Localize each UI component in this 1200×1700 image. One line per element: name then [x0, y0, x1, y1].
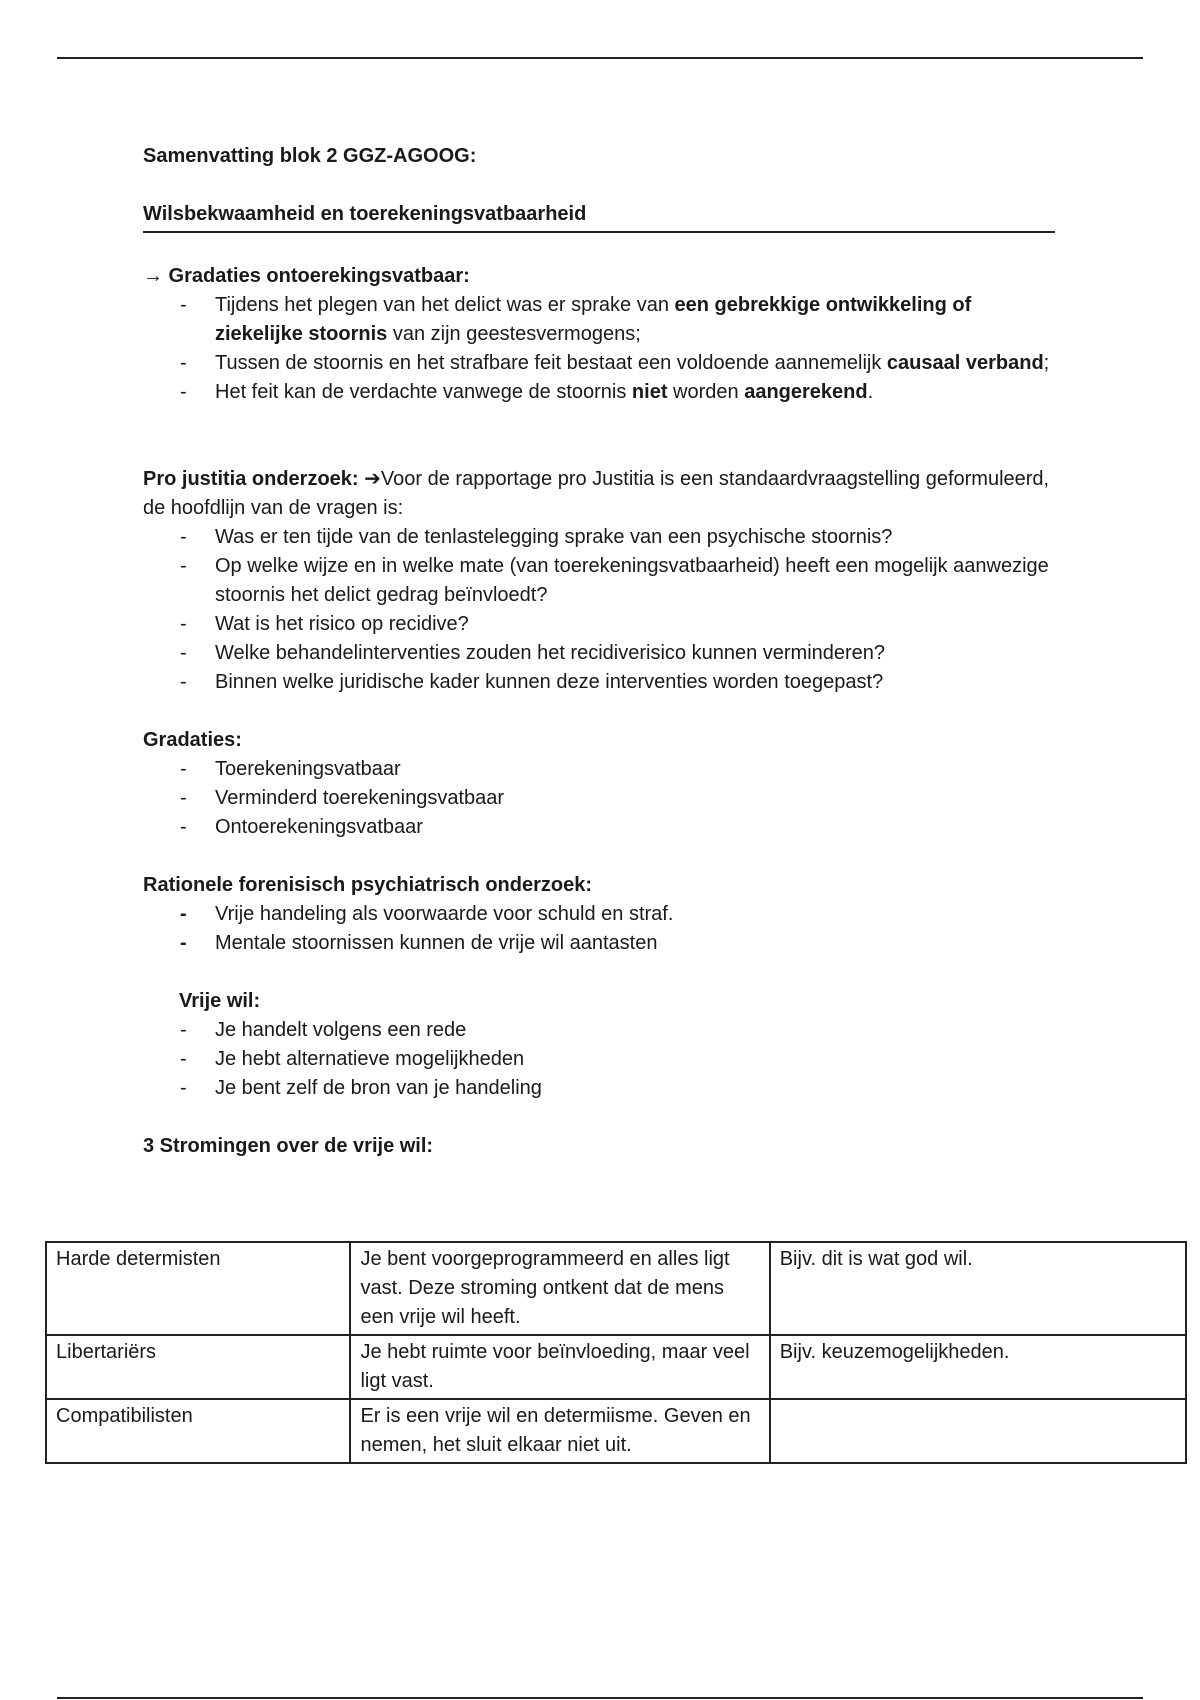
table-cell-example: Bijv. keuzemogelijkheden. — [770, 1335, 1186, 1399]
table-cell-name: Compatibilisten — [46, 1399, 350, 1463]
section-pro-justitia-heading: Pro justitia onderzoek: — [143, 468, 365, 490]
section-stromingen-heading: 3 Stromingen over de vrije wil: — [143, 1135, 434, 1157]
section-gradaties-ontoerekingsvatbaar-heading: → Gradaties ontoerekingsvatbaar: — [143, 265, 470, 287]
document-title: Samenvatting blok 2 GGZ-AGOOG: — [143, 145, 477, 167]
table-cell-description: Je bent voorgeprogrammeerd en alles ligt vast. Deze stroming ontkent dat de mens een vrije wil heeft. — [350, 1242, 769, 1335]
list-item: - Toerekeningsvatbaar — [143, 755, 1055, 784]
section-gradaties-ontoerekingsvatbaar-list — [143, 291, 1055, 407]
list-item: - Ontoerekeningsvatbaar — [143, 813, 1055, 842]
list-item: - Op welke wijze en in welke mate (van toerekeningsvatbaarheid) heeft een mogelijk aanwezige stoornis het delict gedrag beïnvloedt? — [143, 552, 1055, 610]
table-cell-description: Je hebt ruimte voor beïnvloeding, maar veel ligt vast. — [350, 1335, 769, 1399]
section-gradaties-heading: Gradaties: — [143, 729, 242, 751]
list-item: - Mentale stoornissen kunnen de vrije wil aantasten — [143, 929, 1055, 958]
section-gradaties-list — [143, 755, 1055, 842]
list-item: - Je bent zelf de bron van je handeling — [143, 1074, 1055, 1103]
footer-rule — [57, 1697, 1143, 1699]
document-subtitle: Wilsbekwaamheid en toerekeningsvatbaarheid — [143, 200, 1055, 233]
section-rationele-onderzoek-list — [143, 900, 1055, 958]
header-rule — [57, 57, 1143, 59]
section-rationele-onderzoek-heading: Rationele forenisisch psychiatrisch onderzoek: — [143, 874, 593, 896]
list-item: - Je handelt volgens een rede — [143, 1016, 1055, 1045]
section-vrije-wil-heading: Vrije wil: — [179, 990, 261, 1012]
list-item: - Verminderd toerekeningsvatbaar — [143, 784, 1055, 813]
list-item: - Tussen de stoornis en het strafbare feit bestaat een voldoende aannemelijk causaal verband; — [143, 349, 1055, 378]
document-body — [143, 142, 1055, 1161]
table-cell-name: Harde determisten — [46, 1242, 350, 1335]
table-cell-name: Libertariërs — [46, 1335, 350, 1399]
section-vrije-wil-list — [143, 1016, 1055, 1103]
table-row — [46, 1335, 1186, 1399]
list-item: - Vrije handeling als voorwaarde voor schuld en straf. — [143, 900, 1055, 929]
list-item: - Tijdens het plegen van het delict was er sprake van een gebrekkige ontwikkeling of ziekelijke stoornis van zijn geestesvermogens; — [143, 291, 1055, 349]
list-item: - Binnen welke juridische kader kunnen deze interventies worden toegepast? — [143, 668, 1055, 697]
table-row — [46, 1399, 1186, 1463]
list-item: - Wat is het risico op recidive? — [143, 610, 1055, 639]
arrow-icon: ➔ — [364, 468, 381, 490]
list-item: - Was er ten tijde van de tenlastelegging sprake van een psychische stoornis? — [143, 523, 1055, 552]
list-item: - Je hebt alternatieve mogelijkheden — [143, 1045, 1055, 1074]
table-cell-example — [770, 1399, 1186, 1463]
stromingen-table — [45, 1241, 1187, 1464]
section-pro-justitia-list — [143, 523, 1055, 697]
list-item: - Welke behandelinterventies zouden het recidiverisico kunnen verminderen? — [143, 639, 1055, 668]
table-cell-example: Bijv. dit is wat god wil. — [770, 1242, 1186, 1335]
list-item: - Het feit kan de verdachte vanwege de stoornis niet worden aangerekend. — [143, 378, 1055, 407]
table-row — [46, 1242, 1186, 1335]
section-pro-justitia-intro: Pro justitia onderzoek: ➔Voor de rapportage pro Justitia is een standaardvraagstelling geformuleerd, de hoofdlijn van de vragen is: — [143, 468, 1050, 519]
table-cell-description: Er is een vrije wil en determiisme. Geven en nemen, het sluit elkaar niet uit. — [350, 1399, 769, 1463]
